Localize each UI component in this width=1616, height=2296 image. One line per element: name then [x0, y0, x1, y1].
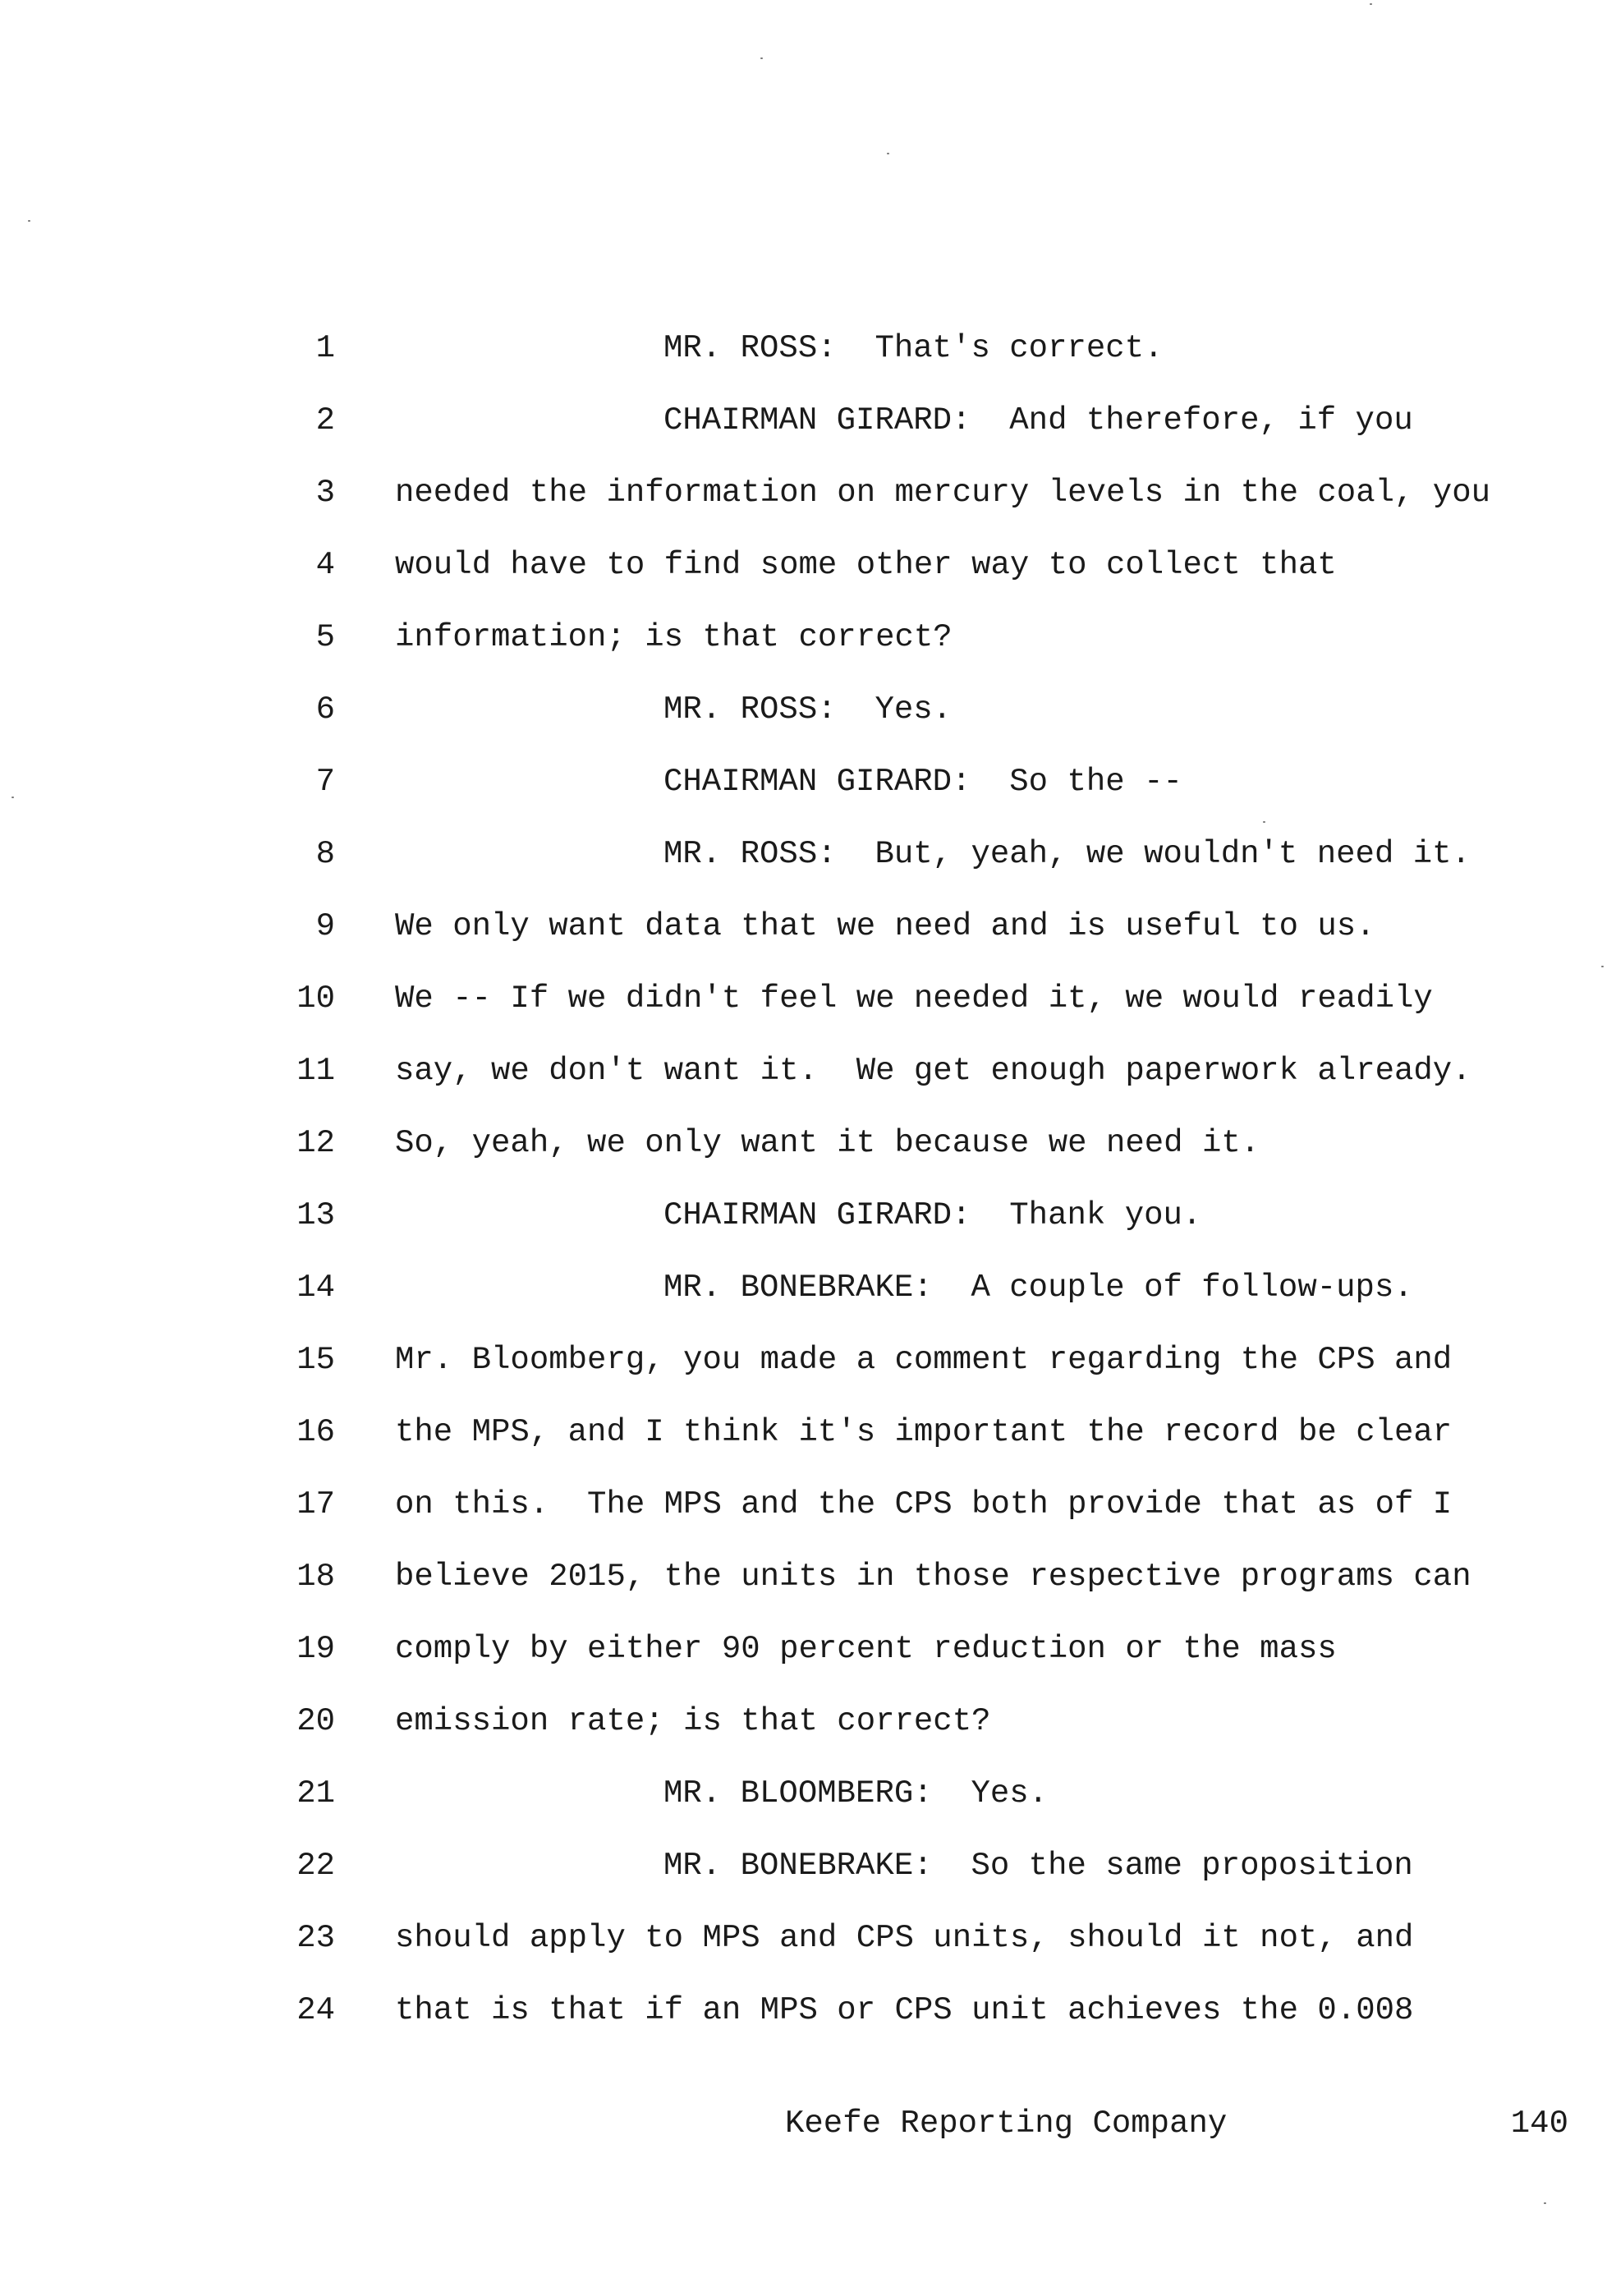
line-number: 13	[296, 1197, 335, 1233]
line-number: 11	[296, 1053, 335, 1089]
line-number: 2	[315, 402, 335, 439]
line-number: 5	[315, 619, 335, 655]
line-number: 15	[296, 1342, 335, 1378]
scan-speck	[760, 57, 763, 59]
line-text: So, yeah, we only want it because we need it.	[395, 1125, 1260, 1161]
line-text: MR. ROSS: Yes.	[663, 691, 953, 728]
line-text: on this. The MPS and the CPS both provide that as of I	[395, 1486, 1453, 1522]
line-text: MR. BLOOMBERG: Yes.	[663, 1775, 1049, 1812]
line-text: that is that if an MPS or CPS unit achieves the 0.008	[395, 1992, 1414, 2028]
transcript-line	[0, 396, 1616, 445]
reporting-company: Keefe Reporting Company	[785, 2105, 1228, 2142]
line-text: CHAIRMAN GIRARD: Thank you.	[663, 1197, 1202, 1233]
line-number: 12	[296, 1125, 335, 1161]
line-number: 7	[315, 764, 335, 800]
transcript-line	[0, 1697, 1616, 1746]
line-number: 6	[315, 691, 335, 728]
scan-speck	[1544, 2202, 1546, 2204]
line-number: 22	[296, 1848, 335, 1884]
transcript-line	[0, 757, 1616, 806]
line-text: believe 2015, the units in those respective programs can	[395, 1559, 1471, 1595]
transcript-line	[0, 902, 1616, 951]
transcript-line	[0, 1046, 1616, 1095]
line-text: We -- If we didn't feel we needed it, we would readily	[395, 980, 1433, 1017]
line-text: CHAIRMAN GIRARD: And therefore, if you	[663, 402, 1413, 439]
line-number: 20	[296, 1703, 335, 1739]
line-text: MR. BONEBRAKE: A couple of follow-ups.	[663, 1270, 1413, 1306]
line-text: MR. BONEBRAKE: So the same proposition	[663, 1848, 1413, 1884]
transcript-line	[0, 1552, 1616, 1601]
transcript-line	[0, 1407, 1616, 1457]
scan-speck	[887, 153, 889, 154]
transcript-line	[0, 540, 1616, 590]
line-number: 24	[296, 1992, 335, 2028]
line-number: 19	[296, 1631, 335, 1667]
line-number: 8	[315, 836, 335, 872]
line-text: Mr. Bloomberg, you made a comment regarding the CPS and	[395, 1342, 1453, 1378]
line-number: 23	[296, 1920, 335, 1956]
scan-speck	[1601, 966, 1604, 967]
page-number: 140	[1510, 2105, 1568, 2142]
page-footer	[0, 2099, 1616, 2148]
transcript-line	[0, 324, 1616, 373]
transcript-line	[0, 1118, 1616, 1168]
transcript-line	[0, 1480, 1616, 1529]
line-text: would have to find some other way to collect that	[395, 547, 1337, 583]
transcript-line	[0, 1769, 1616, 1818]
line-text: MR. ROSS: That's correct.	[663, 330, 1164, 366]
line-number: 17	[296, 1486, 335, 1522]
transcript-line	[0, 468, 1616, 517]
line-text: CHAIRMAN GIRARD: So the --	[663, 764, 1182, 800]
line-number: 14	[296, 1270, 335, 1306]
transcript-line	[0, 1986, 1616, 2035]
transcript-line	[0, 974, 1616, 1023]
scan-speck	[28, 220, 30, 222]
line-text: say, we don't want it. We get enough paperwork already.	[395, 1053, 1471, 1089]
line-number: 10	[296, 980, 335, 1017]
line-text: We only want data that we need and is useful to us.	[395, 908, 1375, 944]
line-text: emission rate; is that correct?	[395, 1703, 991, 1739]
line-text: comply by either 90 percent reduction or the mass	[395, 1631, 1337, 1667]
transcript-line	[0, 613, 1616, 662]
transcript-line	[0, 1624, 1616, 1674]
scan-speck	[1370, 3, 1372, 5]
transcript-line	[0, 1191, 1616, 1240]
transcript-line	[0, 829, 1616, 879]
transcript-line	[0, 685, 1616, 734]
line-number: 16	[296, 1414, 335, 1450]
transcript-line	[0, 1913, 1616, 1963]
line-text: the MPS, and I think it's important the record be clear	[395, 1414, 1453, 1450]
transcript-line	[0, 1841, 1616, 1890]
transcript-line	[0, 1335, 1616, 1384]
transcript-line	[0, 1263, 1616, 1312]
line-number: 1	[315, 330, 335, 366]
line-number: 9	[315, 908, 335, 944]
line-text: needed the information on mercury levels in the coal, you	[395, 475, 1491, 511]
line-number: 18	[296, 1559, 335, 1595]
line-number: 3	[315, 475, 335, 511]
line-text: MR. ROSS: But, yeah, we wouldn't need it.	[663, 836, 1471, 872]
scan-speck	[1263, 821, 1265, 823]
line-number: 4	[315, 547, 335, 583]
line-text: information; is that correct?	[395, 619, 953, 655]
line-number: 21	[296, 1775, 335, 1812]
line-text: should apply to MPS and CPS units, should it not, and	[395, 1920, 1414, 1956]
